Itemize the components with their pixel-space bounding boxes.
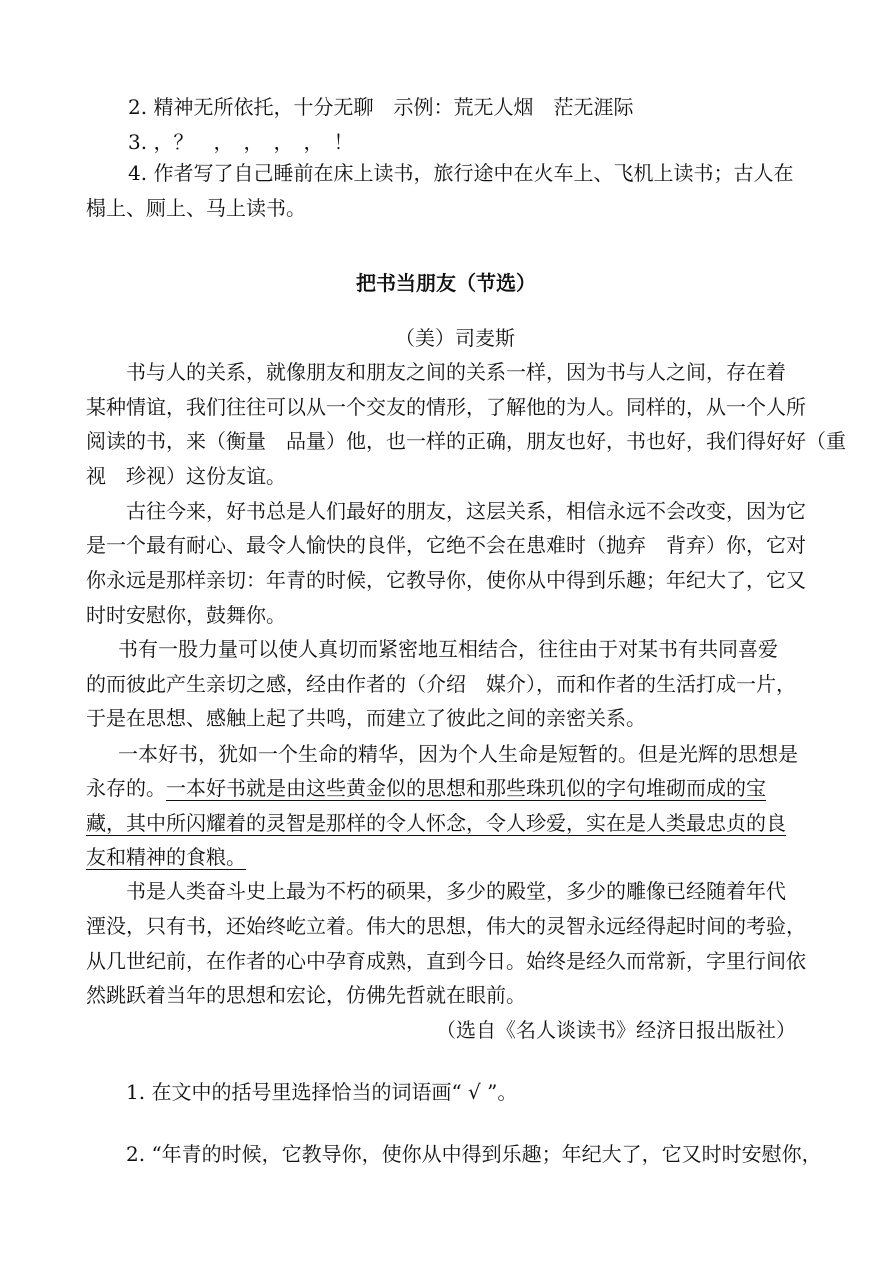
paragraph-1-line-1: 书与人的关系，就像朋友和朋友之间的关系一样，因为书与人之间，存在着 (126, 360, 786, 384)
paragraph-5-line-3: 从几世纪前，在作者的心中孕育成熟，直到今日。始终是经久而常新，字里行间依 (86, 949, 806, 973)
question-2: 2. “年青的时候，它教导你，使你从中得到乐趣；年纪大了，它又时时安慰你， (126, 1142, 822, 1166)
paragraph-2-line-1: 古往今来，好书总是人们最好的朋友，这层关系，相信永远不会改变，因为它 (126, 499, 806, 523)
underlined-sentence-part-3: 友和精神的食粮。 (86, 845, 246, 869)
paragraph-4-line-2 (86, 776, 766, 800)
answer-3: 3. ，？ ， ， ， ， ！ (128, 130, 354, 154)
paragraph-4-plain-text: 永存的。 (86, 776, 166, 800)
paragraph-2-line-2: 是一个最有耐心、最令人愉快的良伴，它绝不会在患难时（抛弃 背弃）你，它对 (86, 533, 806, 557)
paragraph-5-line-2: 湮没，只有书，还始终屹立着。伟大的思想，伟大的灵智永远经得起时间的考验， (86, 914, 806, 938)
answer-2: 2. 精神无所依托，十分无聊 示例：荒无人烟 茫无涯际 (128, 95, 634, 119)
underlined-sentence-part-2: 藏，其中所闪耀着的灵智是那样的令人怀念，令人珍爱，实在是人类最忠贞的良 (86, 811, 786, 835)
article-title: 把书当朋友（节选） (356, 271, 536, 295)
article-author: （美）司麦斯 (395, 326, 515, 350)
underlined-sentence-part-1: 一本好书就是由这些黄金似的思想和那些珠玑似的字句堆砌而成的宝 (166, 776, 766, 800)
paragraph-1-line-3: 阅读的书，来（衡量 品量）他，也一样的正确，朋友也好，书也好，我们得好好（重 (86, 429, 846, 453)
paragraph-2-line-3: 你永远是那样亲切：年青的时候，它教导你，使你从中得到乐趣；年纪大了，它又 (86, 568, 806, 592)
paragraph-1-line-4: 视 珍视）这份友谊。 (86, 464, 286, 488)
paragraph-3-line-2: 的而彼此产生亲切之感，经由作者的（介绍 媒介），而和作者的生活打成一片， (86, 672, 796, 696)
question-1: 1. 在文中的括号里选择恰当的词语画“ √ ”。 (126, 1080, 518, 1104)
paragraph-1-line-2: 某种情谊，我们往往可以从一个交友的情形，了解他的为人。同样的，从一个人所 (86, 395, 806, 419)
article-source: （选自《名人谈读书》经济日报出版社） (436, 1018, 796, 1042)
paragraph-4-line-1: 一本好书，犹如一个生命的精华，因为个人生命是短暂的。但是光辉的思想是 (118, 742, 798, 766)
paragraph-5-line-4: 然跳跃着当年的思想和宏论，仿佛先哲就在眼前。 (86, 983, 526, 1007)
answer-4-line-1: 4. 作者写了自己睡前在床上读书，旅行途中在火车上、飞机上读书；古人在 (128, 161, 794, 185)
paragraph-2-line-4: 时时安慰你，鼓舞你。 (86, 603, 286, 627)
paragraph-3-line-3: 于是在思想、感触上起了共鸣，而建立了彼此之间的亲密关系。 (86, 706, 646, 730)
paragraph-3-line-1: 书有一股力量可以使人真切而紧密地互相结合，往往由于对某书有共同喜爱 (118, 637, 778, 661)
answer-4-line-2: 榻上、厕上、马上读书。 (86, 196, 306, 220)
paragraph-5-line-1: 书是人类奋斗史上最为不朽的硕果，多少的殿堂，多少的雕像已经随着年代 (126, 879, 786, 903)
